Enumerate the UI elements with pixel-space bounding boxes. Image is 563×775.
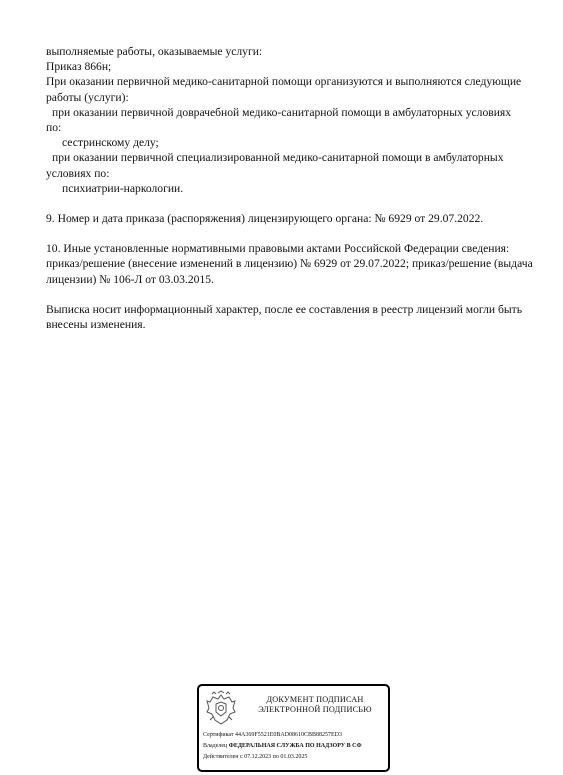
- disclaimer-line: Выписка носит информационный характер, после ее составления в реестр лицензий могли быть: [46, 302, 522, 316]
- text-line: работы (услуги):: [46, 90, 129, 104]
- other-info-line: 10. Иные установленные нормативными правовыми актами Российской Федерации сведения:: [46, 242, 510, 256]
- disclaimer-line: внесены изменения.: [46, 318, 146, 332]
- owner-row: Владелец ФЕДЕРАЛЬНАЯ СЛУЖБА ПО НАДЗОРУ В СФ: [203, 743, 362, 749]
- order-number-item: 9. Номер и дата приказа (распоряжения) лицензирующего органа: № 6929 от 29.07.2022.: [46, 212, 484, 226]
- text-line: сестринскому делу;: [62, 136, 159, 150]
- certificate-row: Сертификат 44A369F5521E0BAD08610CBB88257ED3: [203, 732, 343, 738]
- text-line: условиях по:: [46, 166, 110, 180]
- validity-row: Действителен с 07.12.2023 по 01.03.2025: [203, 754, 308, 760]
- text-line: при оказании первичной специализированной медико-санитарной помощи в амбулаторных: [52, 151, 504, 165]
- text-line: Приказ 866н;: [46, 60, 112, 74]
- coat-of-arms-icon: [204, 690, 238, 728]
- text-line: При оказании первичной медико-санитарной помощи организуются и выполняются следующие: [46, 75, 522, 89]
- text-line: психиатрии-наркологии.: [62, 181, 184, 195]
- other-info-line: приказ/решение (внесение изменений в лицензию) № 6929 от 29.07.2022; приказ/решение (выдача: [46, 257, 533, 271]
- text-line: по:: [46, 121, 62, 135]
- electronic-signature-stamp: [197, 684, 390, 772]
- text-line: при оказании первичной доврачебной медико-санитарной помощи в амбулаторных условиях: [52, 105, 512, 119]
- stamp-title: ДОКУМЕНТ ПОДПИСАН ЭЛЕКТРОННОЙ ПОДПИСЬЮ: [258, 695, 372, 714]
- license-details-text: [46, 44, 532, 332]
- text-line: выполняемые работы, оказываемые услуги:: [46, 45, 263, 58]
- other-info-line: лицензии) № 106-Л от 03.03.2015.: [46, 272, 214, 286]
